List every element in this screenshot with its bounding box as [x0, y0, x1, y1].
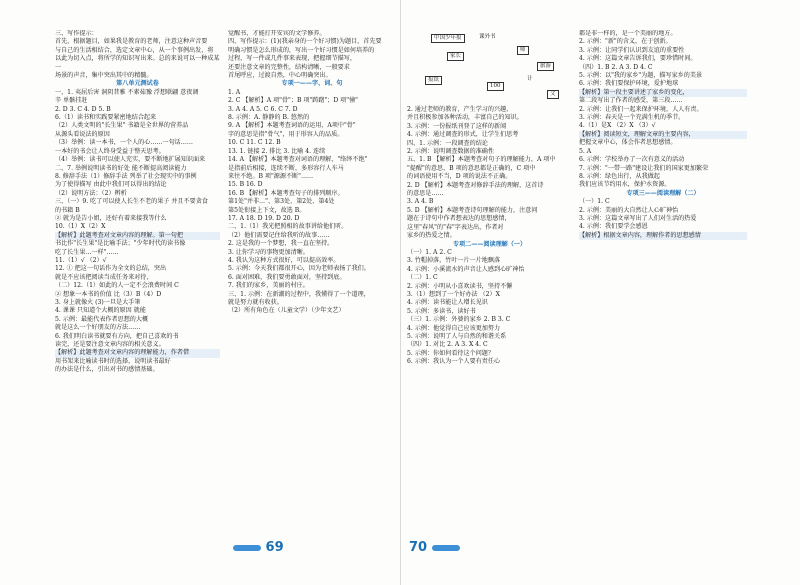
answer-line: 10. C 11. C 12. B	[228, 139, 281, 147]
concept-diagram	[407, 32, 572, 104]
diagram-box: 旅游	[537, 62, 554, 71]
answer-line: 13. 1. 链接 2. 排比 3. 比喻 4. 连续	[228, 147, 326, 155]
answer-line: 5. 示例：最能代表作者思想的大概	[55, 315, 149, 323]
diagram-box: 100	[487, 82, 504, 91]
answer-line: 2. 示例：说明调查数据的准确性	[407, 148, 494, 156]
answer-line: 2. C 【解析】A 项"骨"；B 项"踌躇"；D 项"憧"	[228, 97, 358, 105]
answer-column-3	[407, 30, 572, 545]
answer-line: 的书籍 B	[55, 206, 80, 214]
answer-line: 14. A 【解析】本题考查对词语的理解，"络绎不绝"	[228, 156, 368, 164]
answer-line: 4. 示例：我们要学会感恩	[579, 223, 648, 231]
right-page	[400, 0, 800, 585]
answer-line: （二）12.（1）如此的人一定不会浪费时间 C	[55, 282, 179, 290]
diagram-label: 计	[527, 76, 533, 82]
answer-line: 三、（一）9. 吃了可以使人长生不老的果子 并且不要贪食	[55, 198, 208, 206]
answer-line: 3. 身上就像火 (3)一旦是大手筆	[55, 299, 141, 306]
answer-line: 的意思是……	[407, 190, 444, 198]
answer-line: 8. 示例：绿色出行，从我做起	[579, 172, 660, 180]
answer-line: 3. A 4. A 5. C 6. C 7. D	[228, 105, 298, 113]
answer-line: 第二段写出了作者的感受，第三段……	[579, 97, 683, 105]
answer-line: 四、1. 示例：一段调查的结论	[407, 139, 488, 147]
page-number-text: 69	[265, 540, 284, 555]
pen-icon	[432, 545, 460, 551]
answer-line: 三、1. 示例：在新潮的过程中，我懂得了一个道理，	[228, 290, 370, 298]
answer-line: 首先，根据题目，如果我是教育的老师，注意这种声音要	[55, 38, 208, 46]
answer-column-2	[228, 30, 396, 545]
answer-line: 吃了长生果…一样"……	[55, 248, 119, 256]
answer-line: 5. A	[579, 147, 592, 155]
answer-line: （四）1. B 2. A 3. D 4. C	[579, 63, 653, 71]
section-heading: 专项一——字、词、句	[281, 80, 343, 88]
answer-line: 书比作"长生果"是比喻手法；"少年时代的读书像	[55, 240, 186, 248]
answer-line: 一本好的书会让人终身受益于整天思考。	[55, 147, 165, 155]
answer-line: 并且积极参加各种活动，丰富自己的知识。	[407, 114, 523, 122]
answer-line: 题在于诗句中作者想表达的思想感情，	[407, 215, 511, 223]
answer-line: 首尾呼应，过渡自然，中心明确突出。	[228, 72, 332, 80]
answer-line: 2. 示例："新"的含义，在于创新。	[579, 38, 672, 46]
answer-line: （四）1. 对比 2. A 3. X 4. C	[407, 341, 488, 349]
answer-line: 三、写作提示：	[55, 30, 98, 37]
answer-line: 4. 示例：小溪流水的声音让人感到心旷神怡	[407, 265, 525, 273]
answer-column-4	[579, 30, 747, 545]
section-heading: 专项二——阅读理解（一）	[452, 240, 527, 248]
answer-line: 第1处"并非…"、第3处、第2处、第4处	[228, 198, 335, 206]
answer-line: 6. 示例：学校举办了一次有意义的活动	[579, 156, 685, 164]
answer-line: 4.（1）是X （2）X （3）√	[579, 122, 656, 130]
diagram-label: 课外书	[479, 34, 496, 40]
answer-line: （4）举例：读书可以使人充实，要不断地扩展知识面来	[55, 156, 206, 164]
answer-line: 5. 示例：多读书，读好书	[407, 307, 476, 315]
answer-line: 2. 通过老师的教育，产生学习的兴趣，	[407, 106, 513, 113]
pen-icon	[233, 545, 261, 551]
answer-line: 2. 示例：让我们一起来保护环境，人人有责。	[579, 105, 703, 113]
answer-line: 明确习惯是怎么形成的，写出一个好习惯是如何培养的	[228, 46, 375, 54]
answer-line: 就是努力就有收获。	[228, 299, 283, 306]
answer-line: 读完，还是要注意文章内容的相关意义。	[55, 341, 165, 349]
answer-line: （2）他们需要记住给我听的故事……	[228, 231, 330, 239]
diagram-box: 家长	[447, 52, 464, 61]
answer-line: 从源头看说法的原因	[55, 130, 110, 138]
page-number-text: 70	[409, 540, 428, 555]
answer-line: 都是非一样的，是一个美丽的地方。	[579, 30, 677, 37]
answer-line: ② 想象一本书的价值 比（3）B（4）D	[55, 290, 162, 298]
answer-line: 2. 示例：小明从小喜欢读书，坚持不懈	[407, 282, 513, 290]
answer-line: 1. A	[228, 88, 241, 96]
answer-line: 五、1. B 【解析】本题考查对句子的理解能力，A 项中	[407, 156, 556, 164]
answer-line: 还要注意文章的完整性，结构清晰，一般要求	[228, 63, 350, 71]
section-heading: 专项三——阅读理解（二）	[626, 189, 700, 197]
page-number-left	[233, 540, 284, 555]
answer-line: 5. 示例：说明了人与自然的和谐关系	[407, 332, 507, 340]
answer-line: 过程，写一件或几件事来表现，把握细节描写，	[228, 55, 356, 63]
answer-line: 是指前后相接，连续不断，多形容行人车马	[228, 164, 344, 172]
answer-line: 把握文章中心，体会作者思想感情。	[579, 139, 677, 147]
answer-line: 6. 面对困难，我们要勇敢面对，坚持到底。	[228, 273, 346, 281]
answer-line: 4. 课课 只知道个大概的原因 就能	[55, 307, 146, 315]
answer-line: 二、7. 举例说明读书的好处 能不断提高阅读能力	[55, 164, 187, 172]
answer-line: （三）1. 示例：外婆的家乡 2. B 3. C	[407, 316, 511, 324]
answer-line: 16. B 【解析】本题考查句子的排列顺序。	[228, 189, 344, 197]
answer-line: 6. 示例：我们要保护环境，爱护地球	[579, 80, 679, 88]
answer-line: "提醒"的意思，B 项的意思都是正确的，C 项中	[407, 164, 536, 172]
answer-line: 来往不绝。B 项"源源不断"……	[228, 172, 314, 180]
answer-line: 用书架来比喻读书时的选择，说明读书最好	[55, 357, 171, 365]
answer-line: 家乡的热爱之情。	[407, 232, 456, 240]
analysis-note: 【解析】此题考查对文章内容的理解。第一句把	[55, 232, 220, 240]
answer-line: 3. 示例：一份报纸刊登了这样的新闻	[407, 122, 507, 130]
column-3-lines	[407, 106, 572, 367]
answer-line: 第5处衔接上下文，故选 B。	[228, 206, 306, 214]
answer-line: 10.（1）X（2）X	[55, 223, 106, 231]
answer-line: 与自己的生活相结合，选定文章中心，从一个事例出发，将	[55, 46, 214, 54]
answer-line: 就是这么一个好朋友的方法……	[55, 324, 141, 332]
analysis-note: 【解析】此题考查对文章内容的理解能力，作者借	[55, 349, 220, 357]
answer-line: 4. 示例：这篇文章告诉我们，要珍惜时间。	[579, 55, 697, 63]
answer-line: 8. 修辞手法（1）修辞手法 列举了社会现实中的事例	[55, 172, 197, 180]
answer-line: 2. D 【解析】本题考查对修辞手法的理解，这首诗	[407, 181, 544, 189]
answer-line: 12. ① 把这一句话作为全文的总结，突出	[55, 265, 167, 273]
answer-line: 5. 示例：今天我们都很开心，因为老师表扬了我们。	[228, 265, 370, 273]
answer-line: 3.（1）想到了一个好办法 （2）X	[407, 290, 500, 298]
answer-line: 一、1. 夷屈后害 洞阴昔雅 不素茹豫 浮想联翩 意夜调	[55, 88, 199, 96]
answer-line: 6. 示例：我认为一个人要有责任心	[407, 358, 501, 366]
diagram-box: 中国少年报	[431, 34, 465, 43]
diagram-box: 文	[547, 90, 559, 99]
diagram-box: 师	[517, 46, 529, 55]
answer-line: 3. A 4. B	[407, 198, 434, 206]
answer-line: 4. 示例：通过调查的形式，让学生们思考	[407, 131, 519, 139]
answer-column-1	[55, 30, 220, 545]
section-heading: 第八单元测试卷	[116, 80, 159, 88]
answer-line: 为了使得描写 由此中我们可以得出的结论	[55, 181, 167, 189]
answer-line: 3. 示例：让同学们认识到友谊的重要性	[579, 46, 685, 54]
analysis-note: 【解析】根据文章内容，理解作者的思想感情	[579, 232, 747, 240]
diagram-box: 报纸	[425, 76, 442, 85]
answer-line: （2）说明方法：（2）辨析	[55, 189, 127, 197]
answer-line: （2）人类文明的"长生果" 书籍是全世界的营养品	[55, 122, 189, 130]
answer-line: 这里"春风"的"春"字表达出，作者对	[407, 223, 504, 231]
answer-line: 6.（1）读书和实践要紧密地结合起来	[55, 114, 157, 122]
answer-line: 以此为切入点，将所学的知识写出来。总的来说可以一种成某一	[55, 55, 220, 71]
answer-line: 4. 我认为这种方式很好，可以提高效率。	[228, 256, 340, 264]
answer-line: 7. 我们的家乡，美丽的村庄。	[228, 282, 309, 290]
answer-line: 我们应该节约用水，保护水资源。	[579, 181, 671, 189]
answer-line: 6. 我们明白读书就要有方向，把自己喜欢的书	[55, 332, 179, 340]
answer-line: （2）所有角色在（儿童文学）（少年文艺）	[228, 307, 345, 315]
answer-line: 字的意思是指"骨气"，用于形容人的品质。	[228, 130, 344, 138]
answer-line: 就是不应该把阅读当成任务来对待，	[55, 273, 153, 281]
answer-line: 辛 单骸挂赶	[55, 97, 88, 105]
answer-line: 觉醒书，才能打开安宾的文学修养。	[228, 30, 326, 37]
page-number-right	[409, 540, 460, 555]
answer-line: 5. 示例：你如何看待这个问题？	[407, 349, 494, 357]
answer-line: 3. 让你学习的事物更加清晰。	[228, 248, 309, 256]
answer-line: ② 就为是告小姐，还好有着来接我等什么	[55, 214, 167, 222]
answer-line: 15. B 16. D	[228, 181, 263, 189]
answer-line: 17. A 18. D 19. D 20. D	[228, 214, 300, 222]
answer-line: 8. 示例：A. 静静的 B. 悠然的	[228, 114, 310, 122]
answer-line: 11.（1）√ （2）√	[55, 256, 107, 264]
answer-line: 二、1.（1）我光把照相的故事讲给他们听。	[228, 223, 348, 231]
answer-line: 的办法是什么，引出对书的感情基础。	[55, 366, 159, 374]
answer-line: 9. A 【解析】本题考查词语的运用，A项中"骨"	[228, 122, 356, 130]
answer-line: （一）1. C	[579, 198, 610, 206]
answer-line: （二）1. C	[407, 274, 438, 282]
answer-line: 5. 示例：以"我的家乡"为题，描写家乡的美景	[579, 72, 703, 80]
analysis-note: 【解析】第一段主要讲述了家乡的变化，	[579, 89, 747, 97]
answer-line: 的词语使用不当，D 项的说法不正确。	[407, 173, 512, 181]
answer-line: 四、写作提示：(1)(我亲身的一个好习惯)为题目，首先要	[228, 38, 382, 46]
answer-line: （3）举例：读一本书，一个人的心……一句话……	[55, 139, 193, 147]
answer-line: 3. 竹帽掉落，竹叶一片一片地飘落	[407, 257, 501, 265]
answer-line: 2. 示例：美丽的大自然让人心旷神怡	[579, 206, 679, 214]
answer-line: 4. 示例：他觉得自己应该更加努力	[407, 324, 501, 332]
answer-line: 场景的声音，集中突出其中的精髓。	[55, 72, 153, 80]
answer-line: 5. D 【解析】本题考查诗句理解的能力，注意问	[407, 206, 538, 214]
answer-line: 3. 示例：这篇文章写出了人们对生活的热爱	[579, 214, 697, 222]
answer-line: 4. 示例：读书能让人增长见识	[407, 299, 488, 307]
answer-line: 7. 示例："一带一路"建设让我们的国家更加繁荣	[579, 164, 709, 172]
answer-line: （一）1. A 2. C	[407, 248, 452, 256]
answer-line: 2. D 3. C 4. D 5. B	[55, 105, 111, 113]
answer-line: 3. 示例：春天是一个充满生机的季节。	[579, 114, 685, 122]
analysis-note: 【解析】阅读短文，理解文章的主要内容，	[579, 131, 747, 139]
answer-line: 2. 这是我的一个梦想，我一直在坚持。	[228, 240, 334, 248]
